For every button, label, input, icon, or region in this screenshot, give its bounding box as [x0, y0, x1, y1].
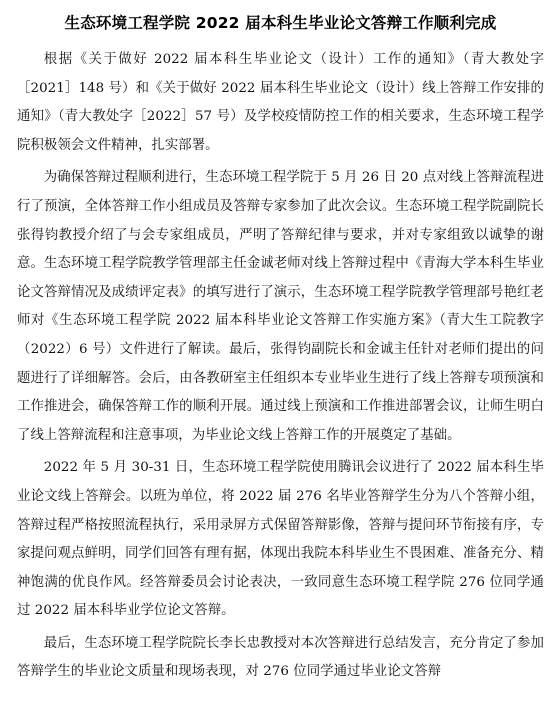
article-paragraph-1: 根据《关于做好 2022 届本科生毕业论文（设计）工作的通知》（青大教处字［2021］148 号）和《关于做好 2022 届本科生毕业论文（设计）线上答辩工作安排的通知》（青大教处字［2022］57 号）及学校疫情防控工作的相关要求，生态环境工程学院积极领会文件精神，扎实部署。 [17, 52, 544, 153]
article-title: 生态环境工程学院 2022 届本科生毕业论文答辩工作顺利完成 [64, 14, 497, 32]
article-paragraph-3: 2022 年 5 月 30-31 日，生态环境工程学院使用腾讯会议进行了 2022 届本科生毕业论文线上答辩会。以班为单位，将 2022 届 276 名毕业答辩学生分为八个答辩小组，答辩过程严格按照流程执行，采用录屏方式保留答辩影像，答辩与提问环节衔接有序，专家提问观点鲜明，同学们回答有理有据，体现出我院本科毕业生不畏困难、准备充分、精神饱满的优良作风。经答辩委员会讨论表决，一致同意生态环境工程学院 276 位同学通过 2022 届本科毕业学位论文答辩。 [17, 460, 544, 619]
article-paragraph-2: 为确保答辩过程顺利进行，生态环境工程学院于 5 月 26 日 20 点对线上答辩流程进行了预演，全体答辩工作小组成员及答辩专家参加了此次会议。生态环境工程学院副院长张得钧教授介绍了与会专家组成员，严明了答辩纪律与要求，并对专家组致以诚挚的谢意。生态环境工程学院教学管理部主任金诚老师对线上答辩过程中《青海大学本科生毕业论文答辩情况及成绩评定表》的填写进行了演示，生态环境工程学院教学管理部号艳红老师对《生态环境工程学院 2022 届本科毕业论文答辩工作实施方案》（青大生工院教字（2022）6 号）文件进行了解读。最后，张得钧副院长和金诚主任针对老师们提出的问题进行了详细解答。会后，由各教研室主任组织本专业毕业生进行了线上答辩专项预演和工作推进会，确保答辩工作的顺利开展。通过线上预演和工作推进部署会议，让师生明白了线上答辩流程和注意事项，为毕业论文线上答辩工作的开展奠定了基础。 [17, 170, 544, 443]
article-paragraph-4: 最后，生态环境工程学院院长李长忠教授对本次答辩进行总结发言，充分肯定了参加答辩学生的毕业论文质量和现场表现，对 276 位同学通过毕业论文答辩 [17, 635, 544, 680]
